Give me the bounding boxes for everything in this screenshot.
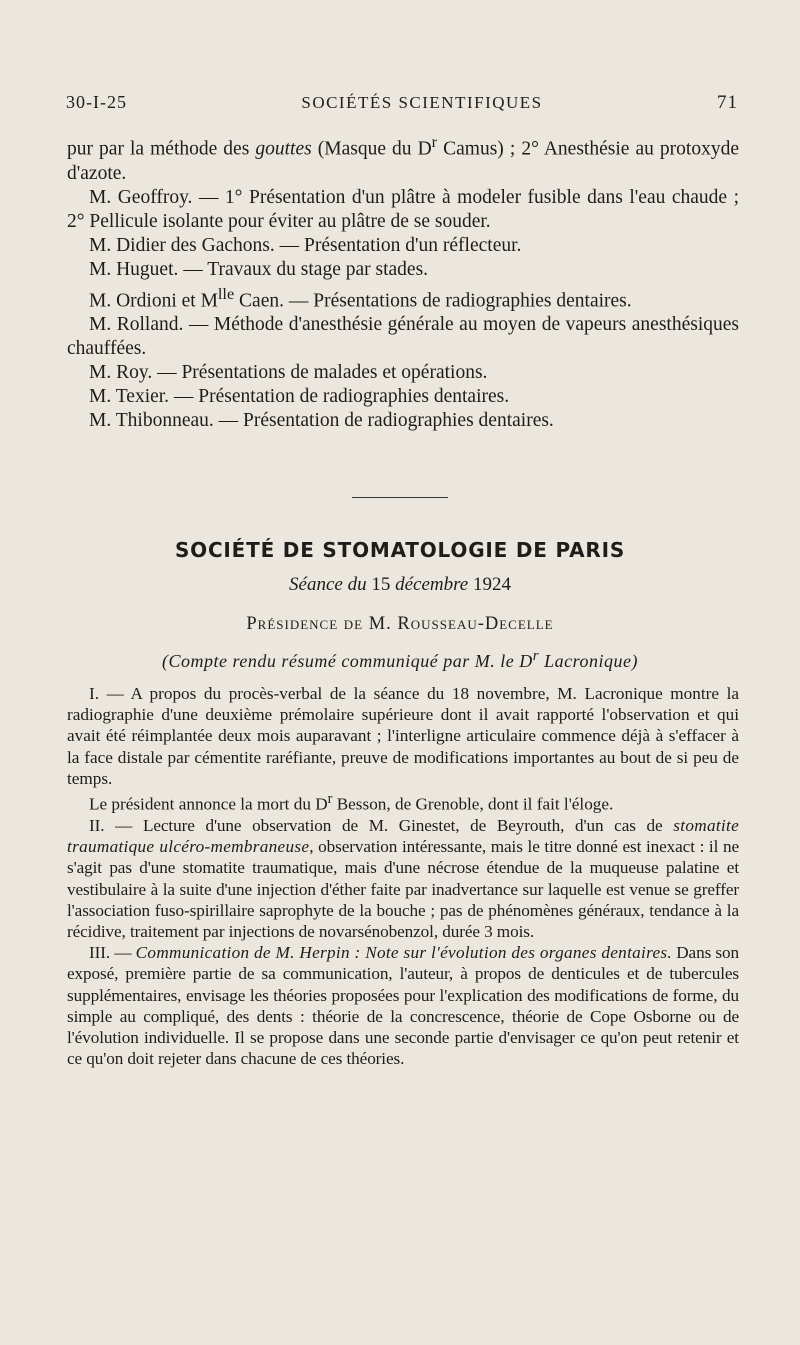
header-date: 30-I-25	[66, 92, 127, 112]
minutes-body	[67, 683, 739, 1069]
paragraph-3: II. — Lecture d'une observation de M. Ginestet, de Beyrouth, d'un cas de stomatite traumatique ulcéro-membraneuse, observation intéressante, mais le titre donné est inexact : il ne s'agit pas d'une stomatite traumatique, mais d'une nécrose étendue de la muqueuse palatine et vestibulaire à la suite d'une injection d'éther faite par inadvertance sur laquelle est venue se greffer l'association fuso-spirillaire saprophyte de la bouche ; pas de phénomènes généraux, tendance à la récidive, traitement par injections de novarsénobenzol, durée 3 mois.	[67, 815, 739, 941]
section-divider	[352, 497, 448, 498]
society-heading: SOCIÉTÉ DE STOMATOLOGIE DE PARIS	[174, 538, 626, 562]
presentation-item: M. Geoffroy. — 1° Présentation d'un plâtre à modeler fusible dans l'eau chaude ; 2° Pellicule isolante pour éviter au plâtre de se souder.	[67, 186, 739, 232]
header-title: SOCIÉTÉS SCIENTIFIQUES	[301, 93, 543, 112]
seance-date: Séance du 15 décembre 1924	[289, 574, 511, 595]
paragraph-4: III. — Communication de M. Herpin : Note sur l'évolution des organes dentaires. Dans son exposé, première partie de sa communication, l'auteur, à propos de denticules et de tubercules supplémentaires, envisage les théories proposées pour l'explication des modifications de forme, du simple au compliqué, des dents : théorie de la concrescence, théorie de Cope Osborne ou de l'évolution individuelle. Il se propose dans une seconde partie d'envisager ce qu'on peut retenir et ce qu'on doit rejeter dans chacune de ces théories.	[67, 943, 739, 1069]
presentation-item: M. Huguet. — Travaux du stage par stades.	[89, 258, 429, 280]
presentation-item: M. Ordioni et $M^{lle}$ Caen. — Présentations de radiographies dentaires.	[89, 284, 632, 311]
presentation-item: M. Thibonneau. — Présentation de radiographies dentaires.	[89, 410, 554, 431]
presentation-item: M. Texier. — Présentation de radiographies dentaires.	[89, 386, 510, 407]
paragraph-2: Le président annonce la mort du $D^r$ Besson, de Grenoble, dont il fait l'éloge.	[89, 791, 614, 814]
presidence-line: Présidence de M. Rousseau-Decelle	[246, 614, 554, 634]
running-head	[66, 92, 738, 114]
presentation-item: M. Didier des Gachons. — Présentation d'un réflecteur.	[89, 234, 522, 256]
intro-paragraph: pur par la méthode des gouttes (Masque du $D^r$ Camus) ; 2° Anesthésie au protoxyde d'azote.	[67, 133, 739, 184]
presentation-item: M. Rolland. — Méthode d'anesthésie générale au moyen de vapeurs anesthésiques chauffées.	[67, 314, 739, 359]
page-number: 71	[717, 92, 738, 113]
presentation-item: M. Roy. — Présentations de malades et opérations.	[89, 362, 488, 383]
paragraph-1: I. — A propos du procès-verbal de la séance du 18 novembre, M. Lacronique montre la radiographie d'une deuxième prémolaire supérieure dont il avait rapporté l'observation et qui avait été réimplantée deux mois auparavant ; l'interligne articulaire commence déjà à s'effacer à la face distale par cémentite raréfiante, preuve de modifications importantes au bout de si peu de temps.	[67, 684, 739, 788]
presentations-list	[67, 130, 739, 433]
compte-rendu-line: (Compte rendu résumé communiqué par M. le $D^r$ Lacronique)	[162, 648, 638, 671]
